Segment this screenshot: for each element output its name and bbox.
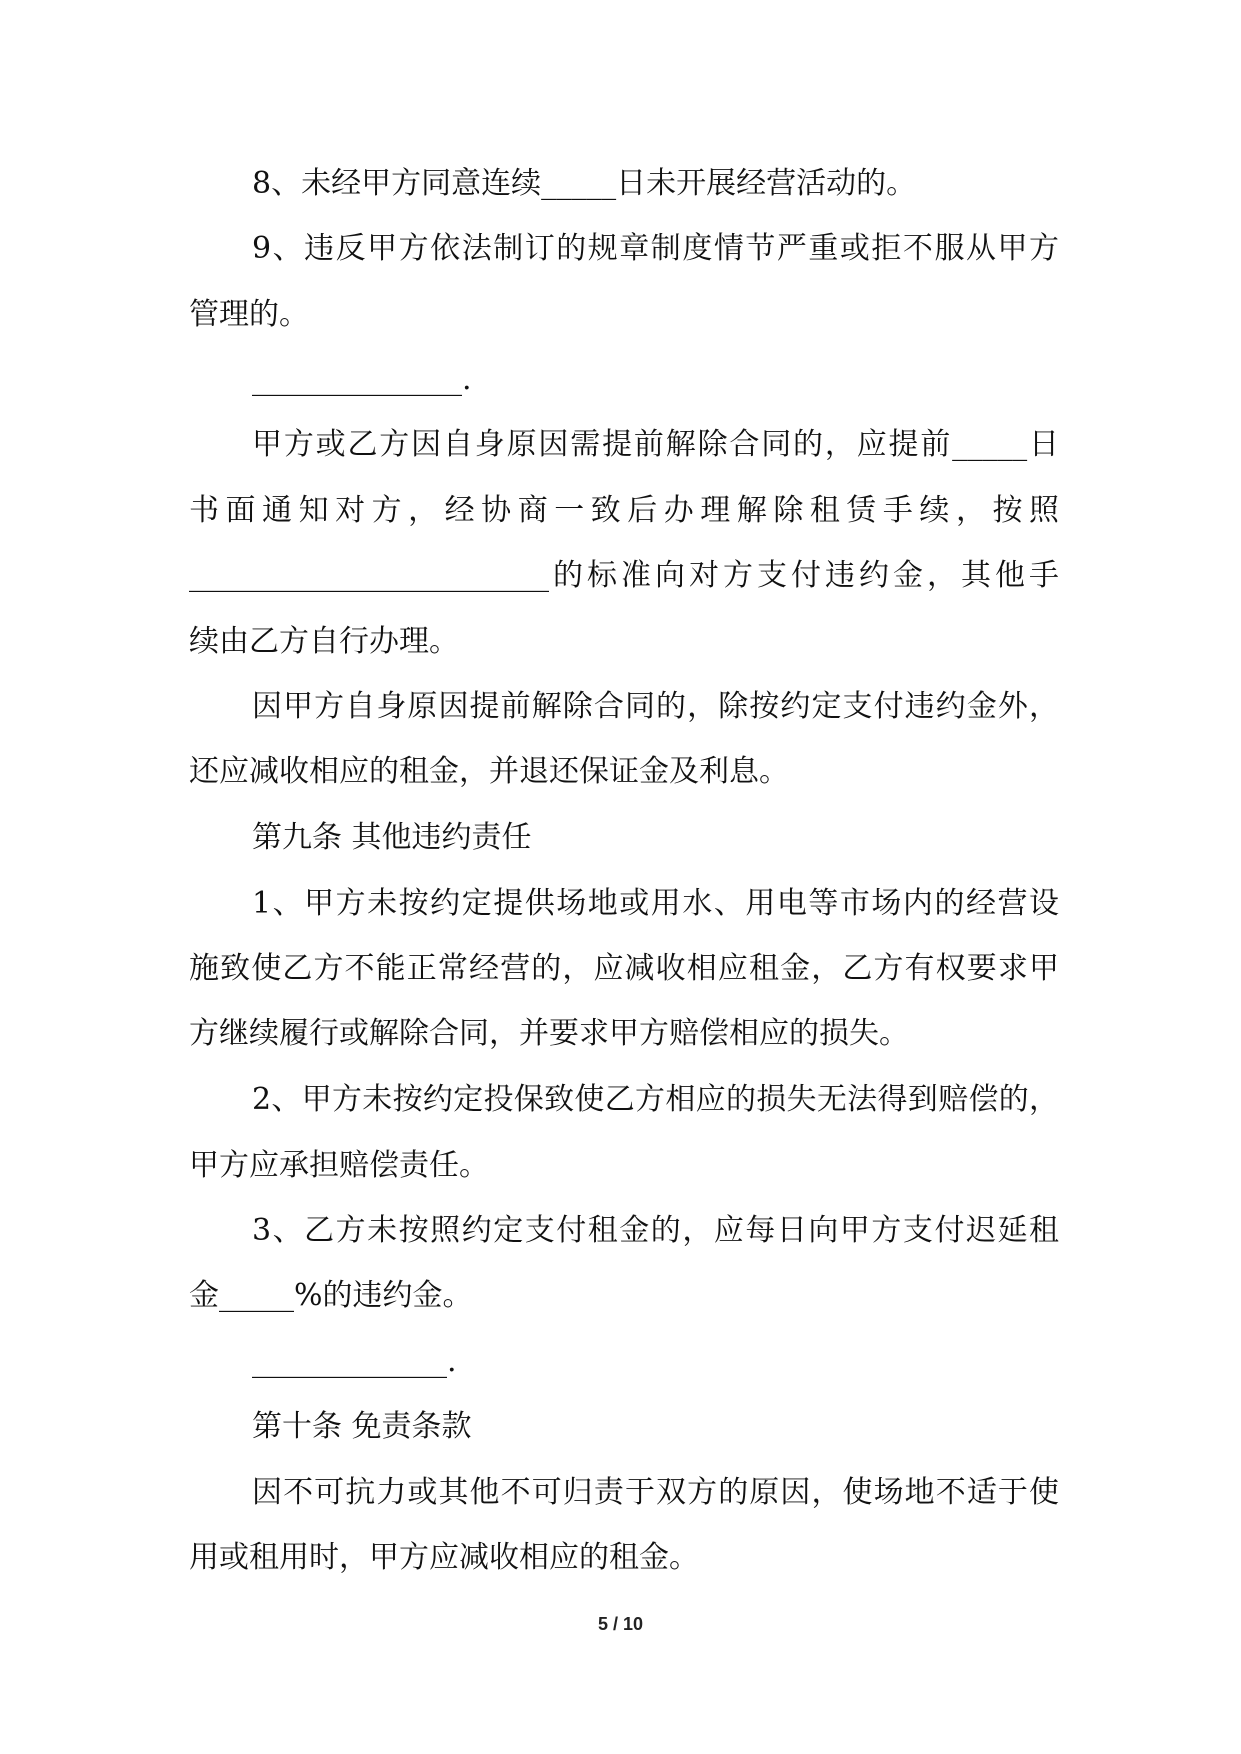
article-9-item-3-line-1: 3、乙方未按照约定支付租金的，应每日向甲方支付迟延租 <box>252 1213 1059 1248</box>
article-10-line-2: 用或租用时，甲方应减收相应的租金。 <box>189 1540 699 1575</box>
clause-9-line-1: 9、违反甲方依法制订的规章制度情节严重或拒不服从甲方 <box>252 231 1059 266</box>
article-9-item-3-line-2: 金_____%的违约金。 <box>189 1278 473 1313</box>
article-9-heading: 第九条 其他违约责任 <box>252 820 532 855</box>
article-9-item-1-line-2: 施致使乙方不能正常经营的，应减收相应租金，乙方有权要求甲 <box>189 951 1059 986</box>
article-9-item-1-line-1: 1、甲方未按约定提供场地或用水、用电等市场内的经营设 <box>252 886 1059 921</box>
party-a-termination-line-2: 还应减收相应的租金，并退还保证金及利息。 <box>189 754 789 789</box>
article-9-item-2-line-1: 2、甲方未按约定投保致使乙方相应的损失无法得到赔偿的， <box>252 1082 1059 1117</box>
early-termination-line-4: 续由乙方自行办理。 <box>189 624 459 659</box>
blank-clause-line: ______________. <box>252 362 472 397</box>
clause-8-line: 8、未经甲方同意连续_____日未开展经营活动的。 <box>252 166 917 201</box>
early-termination-line-1: 甲方或乙方因自身原因需提前解除合同的，应提前_____日 <box>252 427 1059 462</box>
article-9-item-2-line-2: 甲方应承担赔偿责任。 <box>189 1148 489 1183</box>
page-number: 5 / 10 <box>597 1614 644 1634</box>
party-a-termination-line-1: 因甲方自身原因提前解除合同的，除按约定支付违约金外， <box>252 689 1059 724</box>
article-10-line-1: 因不可抗力或其他不可归责于双方的原因，使场地不适于使 <box>252 1475 1059 1510</box>
clause-9-line-2: 管理的。 <box>189 297 309 332</box>
early-termination-line-3: ________________________的标准向对方支付违约金，其他手 <box>189 558 1059 593</box>
article-10-heading: 第十条 免责条款 <box>252 1409 472 1444</box>
early-termination-line-2: 书面通知对方，经协商一致后办理解除租赁手续，按照 <box>189 493 1059 528</box>
blank-clause-line-2: _____________. <box>252 1344 457 1379</box>
article-9-item-1-line-3: 方继续履行或解除合同，并要求甲方赔偿相应的损失。 <box>189 1016 909 1051</box>
